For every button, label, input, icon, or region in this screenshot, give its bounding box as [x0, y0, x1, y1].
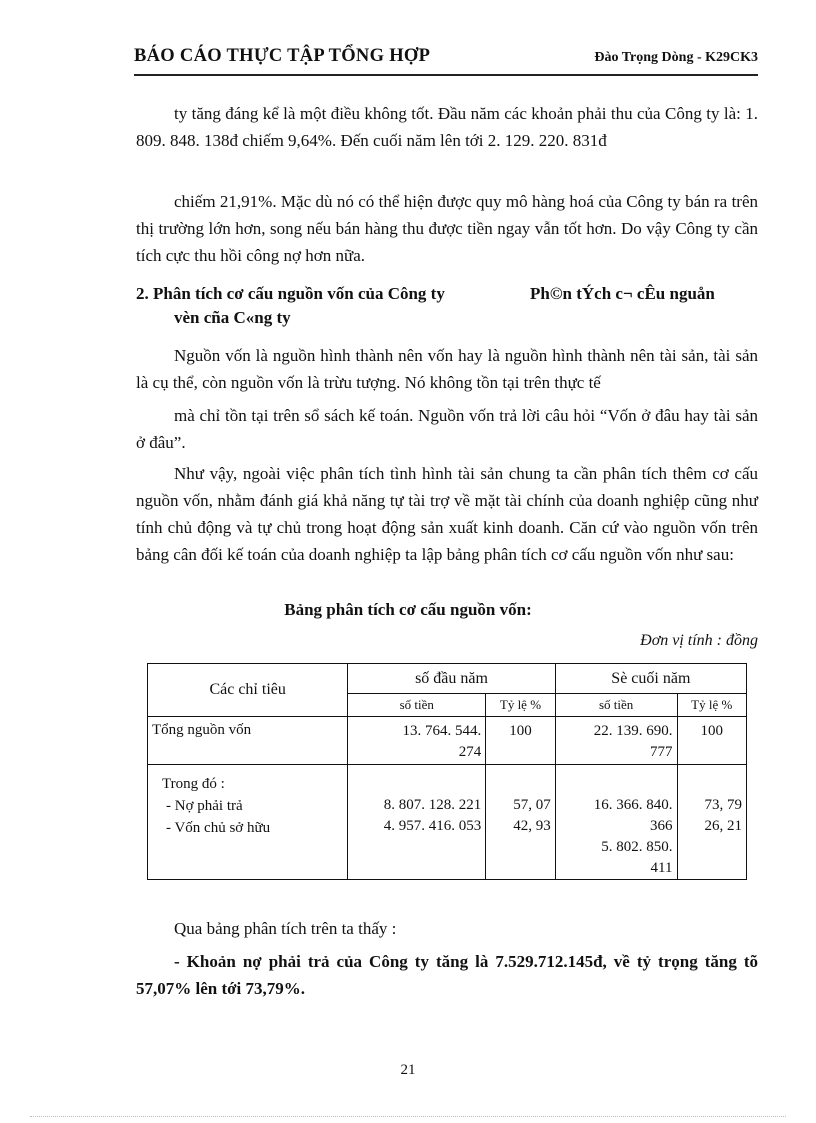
- debt-start-pct: 57, 07: [513, 797, 551, 813]
- paragraph-analysis-intro: Như vậy, ngoài việc phân tích tình hình tài sản chung ta cần phân tích thêm cơ cấu nguồn vốn, nhằm đánh giá khả năng tự tài trợ về mặt tài chính của doanh nghiệp cũng như tính chủ động và tự chủ trong hoạt động sản xuất kinh doanh. Căn cứ vào nguồn vốn trên bảng cân đối kế toán của doanh nghiệp ta lập bảng phân tích cơ cấu nguồn vốn như sau:: [136, 464, 758, 564]
- paragraph-capital-definition-cont: mà chỉ tồn tại trên sổ sách kế toán. Nguồn vốn trả lời câu hỏi “Vốn ở đâu hay tài sản ở đâu”.: [136, 406, 758, 452]
- header-start-amount: số tiền: [348, 694, 486, 717]
- debt-start-amount: 8. 807. 128. 221: [383, 797, 482, 813]
- total-end-amount-l1: 22. 139. 690.: [593, 723, 673, 739]
- total-end-amount-l2: 777: [650, 744, 673, 760]
- row-detail-label-equity: - Vốn chủ sở hữu: [166, 820, 271, 836]
- capital-structure-table: [147, 663, 747, 880]
- total-end-pct: 100: [677, 717, 747, 765]
- page-header: [134, 44, 758, 76]
- section-heading-garbled-cont: vèn cña C«ng ty: [174, 308, 291, 327]
- equity-end-pct: 26, 21: [704, 818, 742, 834]
- table-title: Bảng phân tích cơ cấu nguồn vốn:: [284, 600, 532, 619]
- header-start-year: số đầu năm: [348, 664, 555, 694]
- total-start-amount-l2: 274: [458, 744, 482, 760]
- total-start-pct: 100: [486, 717, 555, 765]
- debt-end-pct: 73, 79: [704, 797, 742, 813]
- total-start-amount: [348, 717, 486, 765]
- debt-end-amount-l2: 366: [650, 818, 673, 834]
- total-start-amount-l1: 13. 764. 544.: [402, 723, 482, 739]
- detail-end-pcts: [677, 765, 747, 880]
- row-detail-label-main: Trong đó :: [162, 776, 225, 792]
- header-end-year: Sè cuối năm: [555, 664, 746, 694]
- paragraph-receivables: ty tăng đáng kể là một điều không tốt. Đầu năm các khoản phải thu của Công ty là: 1. 809. 848. 138đ chiếm 9,64%. Đến cuối năm lên tới 2. 129. 220. 831đ: [136, 104, 758, 150]
- total-end-amount: [555, 717, 677, 765]
- detail-start-amounts: [348, 765, 486, 880]
- page-number: 21: [400, 1062, 416, 1078]
- paragraph-table-conclusion: Qua bảng phân tích trên ta thấy :: [174, 919, 397, 938]
- table-row-total: [148, 717, 747, 765]
- report-title: BÁO CÁO THỰC TẬP TỔNG HỢP: [134, 46, 431, 66]
- header-end-pct: Tỷ lệ %: [677, 694, 747, 717]
- equity-start-pct: 42, 93: [513, 818, 551, 834]
- row-detail-labels: [148, 765, 348, 880]
- header-end-amount: số tiền: [555, 694, 677, 717]
- table-row-detail: [148, 765, 747, 880]
- paragraph-debt-increase: - Khoản nợ phải trả của Công ty tăng là 7.529.712.145đ, về tỷ trọng tăng tõ 57,07% lên tới 73,79%.: [136, 952, 758, 998]
- detail-start-pcts: [486, 765, 555, 880]
- page-bottom-divider: [30, 1116, 786, 1117]
- paragraph-capital-definition: Nguồn vốn là nguồn hình thành nên vốn hay là nguồn hình thành nên tài sản, tài sản là cụ thể, còn nguồn vốn là trừu tượng. Nó không tồn tại trên thực tế: [136, 346, 758, 392]
- equity-end-amount-l2: 411: [650, 860, 673, 876]
- detail-end-amounts: [555, 765, 677, 880]
- author-label: Đào Trọng Dòng - K29CK3: [594, 50, 758, 65]
- section-heading: 2. Phân tích cơ cấu nguồn vốn của Công ty: [136, 284, 445, 303]
- header-indicator: Các chỉ tiêu: [148, 664, 348, 717]
- row-detail-label-debt: - Nợ phải trả: [166, 798, 243, 814]
- equity-start-amount: 4. 957. 416. 053: [383, 818, 482, 834]
- paragraph-receivables-cont: chiếm 21,91%. Mặc dù nó có thể hiện được quy mô hàng hoá của Công ty bán ra trên thị trường lớn hơn, song nếu bán hàng thu được tiền ngay vẫn tốt hơn. Do vậy Công ty cần tích cực thu hồi công nợ hơn nữa.: [136, 192, 758, 265]
- table-unit: Đơn vị tính : đồng: [640, 632, 758, 649]
- row-total-label: Tổng nguồn vốn: [148, 717, 348, 765]
- section-heading-garbled: Ph©n tÝch c¬ cÊu nguån: [530, 284, 715, 303]
- equity-end-amount-l1: 5. 802. 850.: [601, 839, 673, 855]
- header-start-pct: Tỷ lệ %: [486, 694, 555, 717]
- debt-end-amount-l1: 16. 366. 840.: [593, 797, 673, 813]
